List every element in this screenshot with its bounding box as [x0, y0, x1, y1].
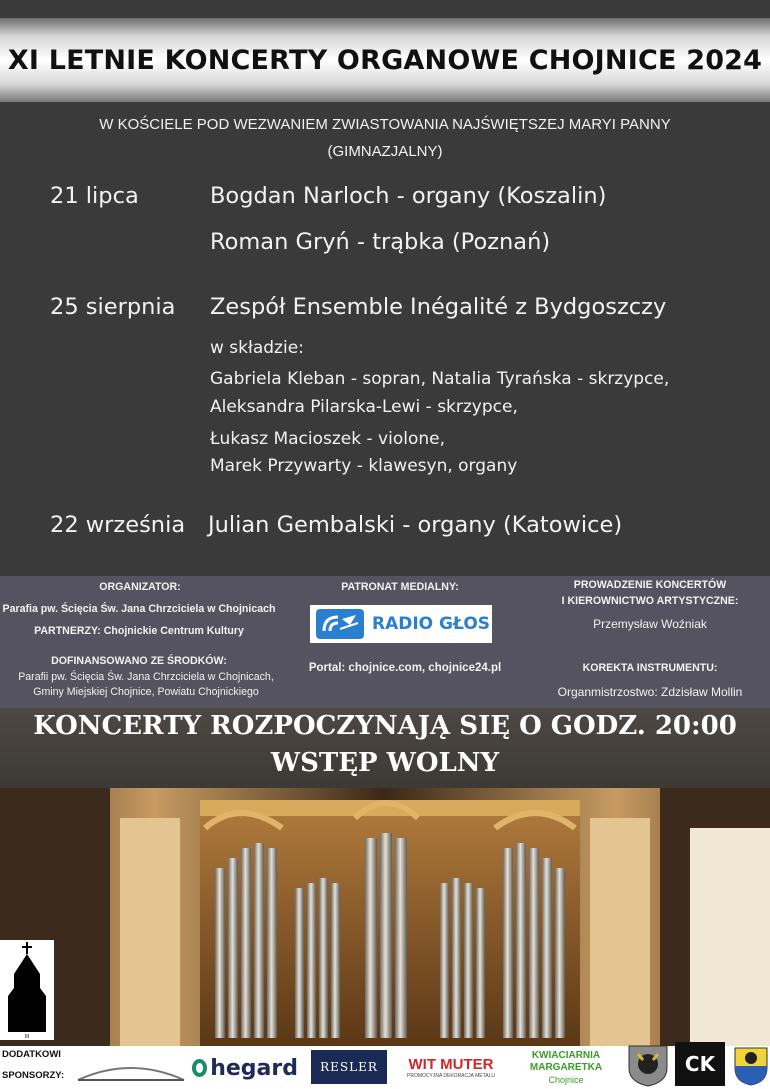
free-entry: WSTĘP WOLNY: [270, 748, 500, 778]
poster-title: XI LETNIE KONCERTY ORGANOWE CHOJNICE 2024: [7, 44, 763, 76]
ck-text: CK: [684, 1052, 716, 1076]
funding-line: Gminy Miejskiej Chojnice, Powiatu Chojnickiego: [33, 686, 259, 698]
start-time: KONCERTY ROZPOCZYNAJĄ SIĘ O GODZ. 20:00: [33, 711, 737, 741]
concert-date-3: 22 września: [50, 512, 186, 538]
performer-2: Zespół Ensemble Inégalité z Bydgoszczy: [210, 294, 667, 320]
performer-1a: Bogdan Narloch - organy (Koszalin): [210, 183, 607, 209]
ensemble-detail: Aleksandra Pilarska-Lewi - skrzypce,: [210, 397, 518, 417]
funding-label: DOFINANSOWANO ZE ŚRODKÓW:: [51, 655, 227, 667]
radio-glos-logo: [310, 605, 492, 643]
kwiaciarnia-text: MARGARETKA: [529, 1061, 603, 1073]
concert-date-2: 25 sierpnia: [50, 294, 176, 320]
crest-icon: [625, 1042, 671, 1088]
hegard-icon: [192, 1059, 207, 1077]
county-crest-icon: [733, 1046, 769, 1086]
sponsors-label: DODATKOWI: [2, 1049, 61, 1060]
sponsor-logo-witmuter: [398, 1050, 504, 1084]
organ-photo: [0, 788, 770, 1046]
sponsor-logo-crest: [625, 1042, 671, 1088]
organizer-name: Parafia pw. Ścięcia Św. Jana Chrzciciela w Chojnicach: [2, 603, 276, 615]
sponsor-logo-bridge: [76, 1060, 186, 1082]
performer-1b: Roman Gryń - trąbka (Poznań): [210, 229, 551, 255]
ensemble-detail: Gabriela Kleban - sopran, Natalia Tyrańska - skrzypce,: [210, 369, 670, 389]
portal: Portal: chojnice.com, chojnice24.pl: [308, 662, 502, 674]
radio-name: RADIO GŁOS: [372, 614, 491, 634]
director-name: Przemysław Woźniak: [593, 617, 707, 631]
correction-label: KOREKTA INSTRUMENTU:: [582, 662, 718, 674]
direction-label: I KIEROWNICTWO ARTYSTYCZNE:: [561, 595, 739, 607]
organizer-label: ORGANIZATOR:: [99, 581, 181, 593]
resler-text: RESLER: [320, 1060, 378, 1074]
sponsor-logo-kwiaciarnia: [520, 1046, 612, 1089]
media-label: PATRONAT MEDIALNY:: [341, 581, 459, 593]
radio-waves-icon: [316, 609, 364, 639]
church-silhouette-icon: [0, 940, 54, 1040]
witmuter-text: WIT MUTER: [408, 1055, 494, 1073]
organ-builder: Organmistrzostwo: Zdzisław Mollin: [557, 685, 743, 699]
ensemble-detail: Łukasz Macioszek - violone,: [210, 429, 446, 449]
direction-label: PROWADZENIE KONCERTÓW: [573, 579, 727, 591]
ensemble-detail: Marek Przywarty - klawesyn, organy: [210, 456, 518, 476]
sponsor-logo-ck: [675, 1042, 725, 1086]
witmuter-sub: PROMOCYJNA DEKORACJA METALU: [407, 1072, 495, 1079]
sponsor-logo-hegard: [192, 1052, 298, 1084]
svg-text:III: III: [24, 1034, 30, 1040]
church-name: W KOŚCIELE POD WEZWANIEM ZWIASTOWANIA NAJŚWIĘTSZEJ MARYI PANNY: [99, 116, 671, 133]
sponsor-logo-county: [733, 1046, 769, 1086]
church-subtitle: (GIMNAZJALNY): [327, 143, 443, 160]
sponsor-logo-resler: [311, 1050, 387, 1084]
ensemble-detail: w składzie:: [210, 338, 304, 358]
bridge-logo-icon: [76, 1060, 186, 1082]
funding-line: Parafii pw. Ścięcia Św. Jana Chrzciciela w Chojnicach,: [18, 671, 274, 683]
church-icon: [0, 940, 54, 1040]
kwiaciarnia-text: KWIACIARNIA: [531, 1049, 601, 1061]
kwiaciarnia-city: Chojnice: [548, 1074, 584, 1085]
hegard-text: hegard: [210, 1055, 298, 1081]
partners: PARTNERZY: Chojnickie Centrum Kultury: [34, 625, 244, 637]
concert-date-1: 21 lipca: [50, 183, 139, 209]
title-bar: [0, 18, 770, 102]
sponsors-label: SPONSORZY:: [2, 1070, 65, 1081]
organ-illustration: [0, 788, 770, 1046]
performer-3: Julian Gembalski - organy (Katowice): [208, 512, 623, 538]
